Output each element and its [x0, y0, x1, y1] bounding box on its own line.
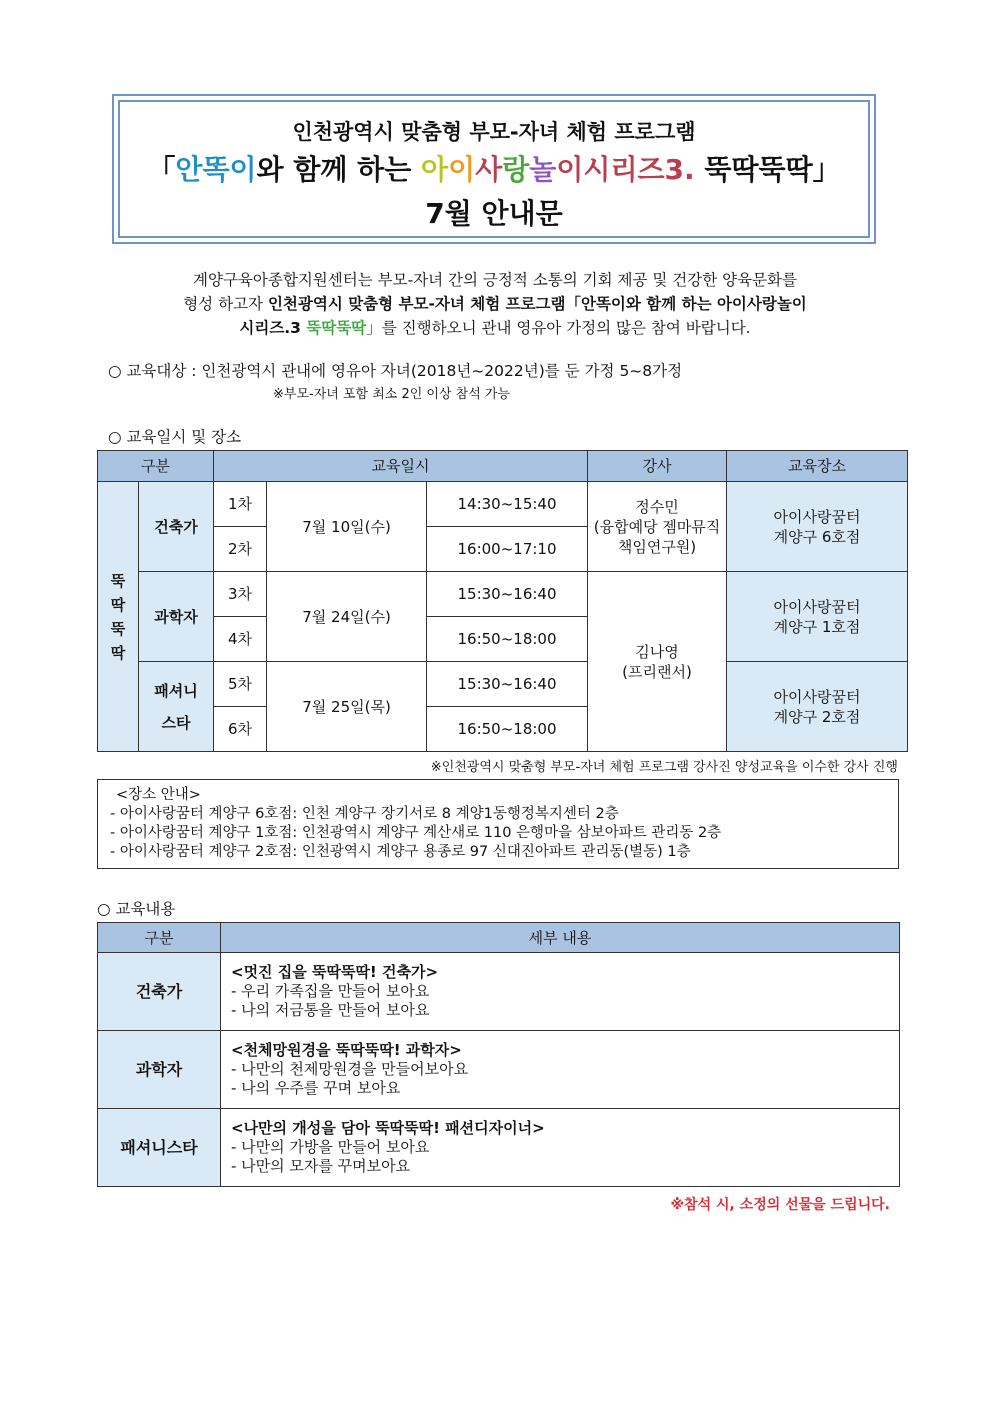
content-header-category: 구분 — [98, 923, 221, 953]
group-fashionista-text: 패셔니 스타 — [154, 681, 198, 732]
time-1: 14:30~15:40 — [427, 482, 588, 527]
content-title-scientist: <천체망원경을 뚝딱뚝딱! 과학자> — [231, 1041, 462, 1059]
intro-line3-b: 뚝딱뚝딱 — [306, 319, 367, 337]
intro-line3-a: 시리즈.3 — [239, 319, 307, 337]
intro-line2-b: 인천광역시 맞춤형 부모-자녀 체험 프로그램「안똑이와 함께 하는 아이사랑놀이 — [267, 295, 807, 313]
header-instructor: 강사 — [588, 451, 727, 482]
title-ttukttak: 뚝딱뚝딱」 — [694, 153, 841, 186]
group-architect: 건축가 — [139, 482, 214, 572]
content-item: - 나만의 가방을 만들어 보아요 — [231, 1138, 430, 1156]
group-scientist: 과학자 — [139, 572, 214, 662]
place-info-title: <장소 안내> — [116, 787, 201, 803]
title-char-nol: 놀 — [529, 153, 557, 186]
instructor-1 — [588, 482, 727, 572]
time-3: 15:30~16:40 — [427, 572, 588, 617]
place-fashionista — [727, 662, 908, 752]
place-scientist — [727, 572, 908, 662]
content-heading: ○ 교육내용 — [97, 900, 176, 918]
title-char-i: 이 — [448, 153, 476, 186]
intro-paragraph — [100, 268, 890, 340]
title-line2 — [114, 148, 874, 188]
place-scientist-text: 아이사랑꿈터 계양구 1호점 — [773, 597, 861, 636]
target-note: ※부모-자녀 포함 최소 2인 이상 참석 가능 — [273, 387, 511, 402]
group-fashionista — [139, 662, 214, 752]
time-6: 16:50~18:00 — [427, 707, 588, 752]
content-item: - 우리 가족집을 만들어 보아요 — [231, 982, 430, 1000]
place-architect-text: 아이사랑꿈터 계양구 6호점 — [773, 507, 861, 546]
content-title-architect: <멋진 집을 뚝딱뚝딱! 건축가> — [231, 963, 439, 981]
date-architect: 7월 10일(수) — [267, 482, 427, 572]
place-item-2: - 아이사랑꿈터 계양구 2호점: 인천광역시 계양구 용종로 97 신대진아파트 관리동(별동) 1층 — [110, 844, 691, 860]
intro-line3-c: 」를 진행하오니 관내 영유아 가정의 많은 참여 바랍니다. — [366, 319, 751, 337]
session-5: 5차 — [214, 662, 267, 707]
time-2: 16:00~17:10 — [427, 527, 588, 572]
schedule-heading: ○ 교육일시 및 장소 — [108, 428, 242, 446]
content-detail-architect — [221, 953, 900, 1031]
intro-line3 — [100, 316, 890, 340]
place-info-box — [97, 779, 899, 869]
content-header-detail: 세부 내용 — [221, 923, 900, 953]
instructor-2-text: 김나영 (프리랜서) — [622, 642, 692, 681]
title-line1: 인천광역시 맞춤형 부모-자녀 체험 프로그램 — [292, 120, 696, 144]
title-with: 와 함께 하는 — [256, 153, 422, 186]
title-andoki: 안똑이 — [175, 153, 257, 186]
intro-line2-a: 형성 하고자 — [183, 295, 268, 313]
schedule-table — [97, 450, 908, 752]
session-2: 2차 — [214, 527, 267, 572]
header-location: 교육장소 — [727, 451, 908, 482]
title-series: 이시리즈3. — [556, 153, 695, 186]
session-4: 4차 — [214, 617, 267, 662]
place-item-1: - 아이사랑꿈터 계양구 1호점: 인천광역시 계양구 계산새로 110 은행마을 삼보아파트 관리동 2층 — [110, 825, 722, 841]
instructor-2 — [588, 572, 727, 752]
content-row-fashionista: 패셔니스타 — [98, 1109, 221, 1187]
title-char-a: 아 — [421, 153, 449, 186]
title-char-sa: 사 — [475, 153, 503, 186]
title-line3: 7월 안내문 — [425, 197, 563, 230]
content-item: - 나의 우주를 꾸며 보아요 — [231, 1079, 401, 1097]
content-item: - 나만의 모자를 꾸며보아요 — [231, 1157, 411, 1175]
title-box — [112, 94, 876, 244]
time-5: 15:30~16:40 — [427, 662, 588, 707]
content-title-fashionista: <나만의 개성을 담아 뚝딱뚝딱! 패션디자이너> — [231, 1119, 545, 1137]
content-table — [97, 922, 900, 1187]
content-item: - 나만의 천제망원경을 만들어보아요 — [231, 1060, 469, 1078]
place-item-6: - 아이사랑꿈터 계양구 6호점: 인천 계양구 장기서로 8 계양1동행정복지센터 2층 — [110, 806, 619, 822]
content-item: - 나의 저금통을 만들어 보아요 — [231, 1001, 430, 1019]
content-row-architect: 건축가 — [98, 953, 221, 1031]
trainer-note: ※인천광역시 맞춤형 부모-자녀 체험 프로그램 강사진 양성교육을 이수한 강사 진행 — [430, 760, 898, 775]
program-name — [98, 482, 139, 752]
place-fashionista-text: 아이사랑꿈터 계양구 2호점 — [773, 687, 861, 726]
intro-line1: 계양구육아종합지원센터는 부모-자녀 간의 긍정적 소통의 기회 제공 및 건강한 양육문화를 — [193, 271, 797, 289]
session-1: 1차 — [214, 482, 267, 527]
instructor-1-text: 정수민 (융합예당 젬마뮤직 책임연구원) — [593, 497, 721, 556]
time-4: 16:50~18:00 — [427, 617, 588, 662]
target-line: ○ 교육대상 : 인천광역시 관내에 영유아 자녀(2018년~2022년)를 둔 가정 5~8가정 — [108, 362, 683, 380]
place-architect — [727, 482, 908, 572]
header-datetime: 교육일시 — [214, 451, 588, 482]
gift-note: ※참석 시, 소정의 선물을 드립니다. — [670, 1197, 890, 1213]
content-row-scientist: 과학자 — [98, 1031, 221, 1109]
session-3: 3차 — [214, 572, 267, 617]
program-name-text: 뚝 딱 뚝 딱 — [110, 571, 126, 662]
title-bracket: 「 — [147, 153, 176, 186]
header-category: 구분 — [98, 451, 214, 482]
content-detail-fashionista — [221, 1109, 900, 1187]
date-fashionista: 7월 25일(목) — [267, 662, 427, 752]
intro-line2 — [100, 292, 890, 316]
title-char-rang: 랑 — [502, 153, 530, 186]
session-6: 6차 — [214, 707, 267, 752]
content-detail-scientist — [221, 1031, 900, 1109]
date-scientist: 7월 24일(수) — [267, 572, 427, 662]
